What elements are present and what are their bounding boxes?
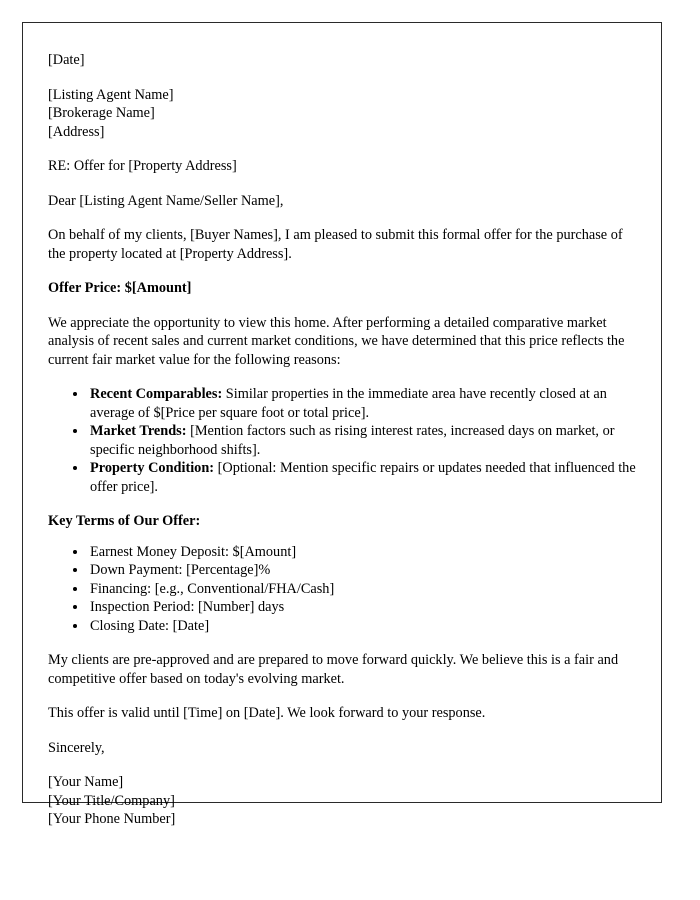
reason-text: Similar properties in the immediate area have recently closed at an average of $[Price per square foot or total price]. [90, 386, 607, 421]
reason-text: [Optional: Mention specific repairs or updates needed that influenced the offer price]. [90, 460, 636, 495]
subject-line: RE: Offer for [Property Address] [48, 158, 237, 174]
salutation-block [48, 192, 637, 211]
signature-block [48, 773, 637, 829]
recipient-brokerage-name: [Brokerage Name] [48, 105, 155, 121]
intro-block [48, 226, 637, 263]
list-item: • Earnest Money Deposit: $[Amount] [88, 543, 637, 562]
date-line: [Date] [48, 52, 85, 68]
list-item [88, 385, 637, 422]
signature-name: [Your Name] [48, 774, 124, 791]
reason-label: Recent Comparables: [90, 386, 223, 402]
document-body [23, 23, 661, 829]
reason-text: [Mention factors such as rising interest rates, increased days on market, or specific neighborhood shifts]. [90, 423, 615, 458]
subject-block [48, 157, 637, 176]
reason-label: Property Condition: [90, 460, 215, 476]
key-terms-list [48, 543, 637, 636]
preapproval-block [48, 651, 637, 688]
salutation-line: Dear [Listing Agent Name/Seller Name], [48, 192, 284, 209]
recipient-address-block [48, 86, 637, 142]
justification-paragraph: We appreciate the opportunity to view this home. After performing a detailed comparative market analysis of recent sales and current market conditions, we have determined that this price reflects the current fair market value for the following reasons: [48, 314, 625, 368]
list-item: • Inspection Period: [Number] days [88, 598, 637, 617]
validity-paragraph: This offer is valid until [Time] on [Date]. We look forward to your response. [48, 705, 486, 722]
recipient-address: [Address] [48, 123, 105, 140]
document-page [22, 22, 662, 828]
list-item: • Down Payment: [Percentage]% [88, 561, 637, 580]
reason-label: Market Trends: [90, 423, 187, 439]
signature-phone: [Your Phone Number] [48, 811, 176, 828]
reasons-list [48, 385, 637, 496]
list-item: • Financing: [e.g., Conventional/FHA/Cash] [88, 580, 637, 599]
intro-paragraph: On behalf of my clients, [Buyer Names], I am pleased to submit this formal offer for the purchase of the property located at [Property Address]. [48, 227, 623, 262]
closing-line: Sincerely, [48, 739, 105, 756]
offer-price-heading: Offer Price: $[Amount] [48, 280, 192, 296]
validity-block [48, 704, 637, 723]
list-item: • Closing Date: [Date] [88, 617, 637, 636]
preapproval-paragraph: My clients are pre-approved and are prepared to move forward quickly. We believe this is a fair and competitive offer based on today's evolving market. [48, 652, 619, 687]
list-item [88, 422, 637, 459]
closing-block [48, 739, 637, 758]
recipient-agent-name: [Listing Agent Name] [48, 86, 174, 103]
list-item [88, 459, 637, 496]
date-block [48, 51, 637, 70]
signature-title: [Your Title/Company] [48, 792, 175, 809]
justification-block [48, 314, 637, 370]
key-terms-heading: Key Terms of Our Offer: [48, 513, 201, 529]
